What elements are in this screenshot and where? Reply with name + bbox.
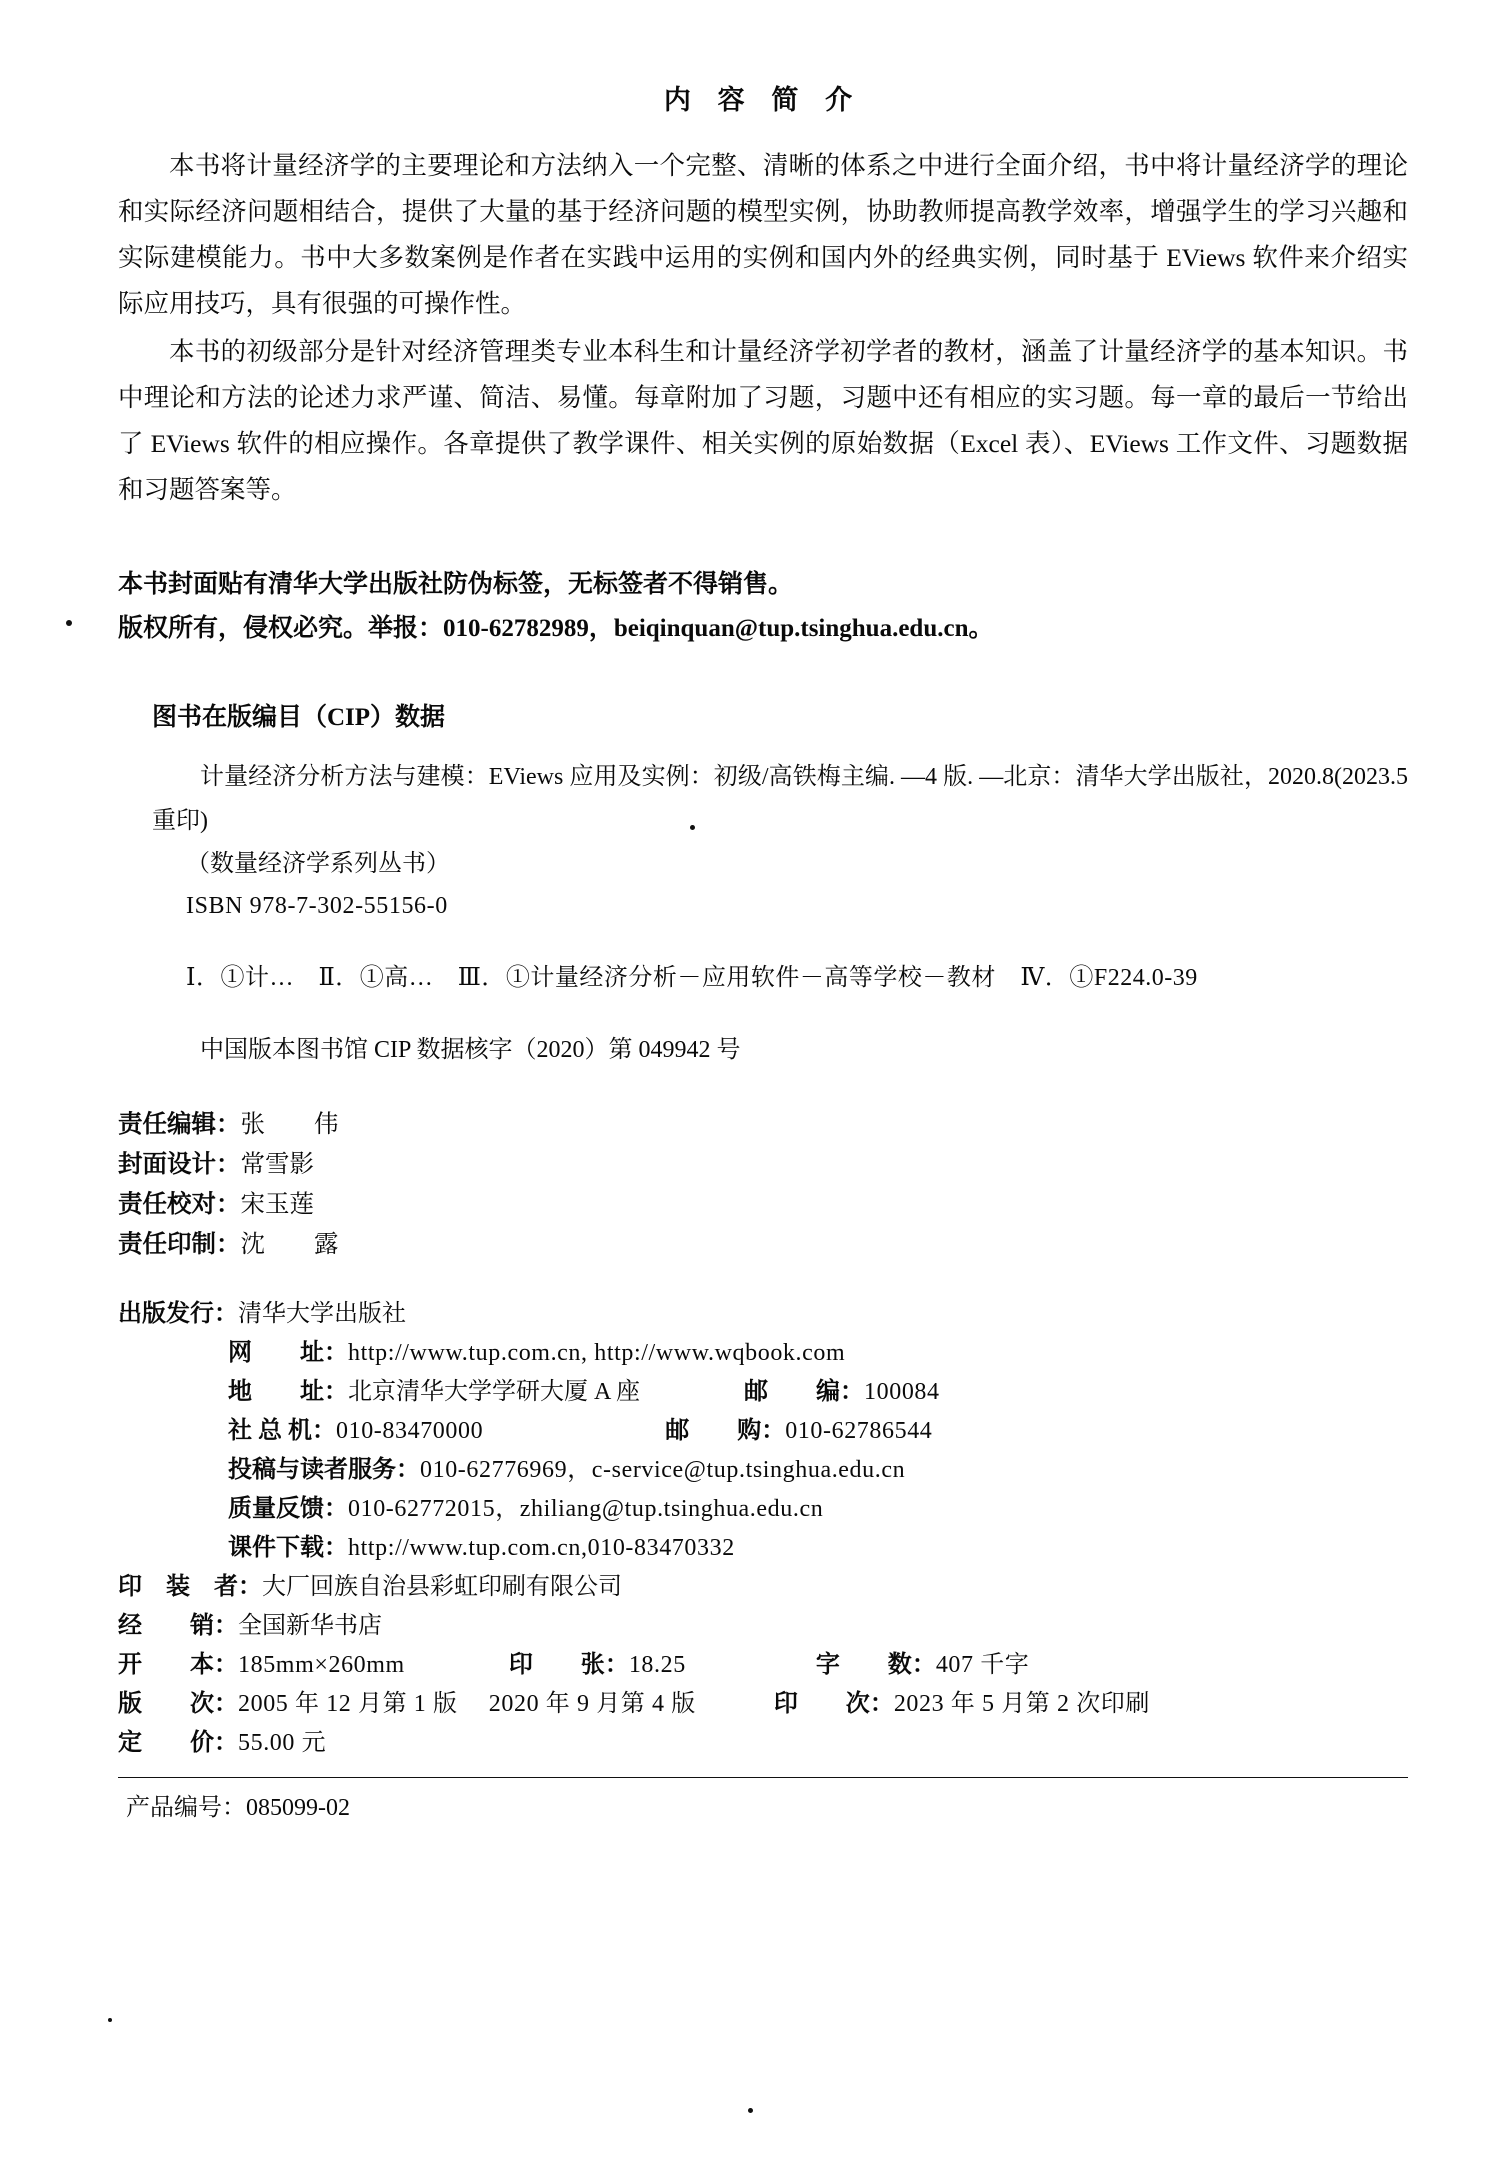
publisher-quality-feedback-value[interactable]: 010-62772015，zhiliang@tup.tsinghua.edu.cn bbox=[348, 1496, 824, 1522]
staff-row-production: 责任印制：沈 露 bbox=[118, 1225, 1408, 1265]
price-label: 定 价 bbox=[118, 1730, 214, 1756]
printing-label: 印 次 bbox=[773, 1691, 870, 1717]
staff-label-cover-designer: 封面设计 bbox=[118, 1151, 216, 1178]
publisher-quality-feedback-label: 质量反馈 bbox=[228, 1496, 324, 1522]
abstract-paragraph-1: 本书将计量经济学的主要理论和方法纳入一个完整、清晰的体系之中进行全面介绍，书中将计量经济学的理论和实际经济问题相结合，提供了大量的基于经济问题的模型实例，协助教师提高教学效率，增强学生的学习兴趣和实际建模能力。书中大多数案例是作者在实践中运用的实例和国内外的经典实例，同时基于 EViews 软件来介绍实际应用技巧，具有很强的可操作性。 bbox=[118, 151, 1408, 318]
publisher-courseware-label: 课件下载 bbox=[228, 1535, 324, 1561]
publisher-website-row: 网 址：http://www.tup.com.cn, http://www.wqbook.com bbox=[228, 1340, 846, 1366]
staff-label-editor: 责任编辑 bbox=[118, 1111, 216, 1138]
cip-heading: 图书在版编目（CIP）数据 bbox=[152, 704, 446, 731]
price-row: 定 价：55.00 元 bbox=[118, 1730, 327, 1756]
staff-label-proofreader: 责任校对 bbox=[118, 1191, 216, 1218]
publisher-mailorder-label: 邮 购 bbox=[665, 1418, 762, 1444]
staff-value-production: 沈 露 bbox=[240, 1231, 339, 1258]
publisher-switchboard-row: 社 总 机：010-83470000 邮 购：010-62786544 bbox=[228, 1418, 933, 1444]
publisher-address-label: 地 址 bbox=[228, 1379, 324, 1405]
staff-row-proofreader: 责任校对：宋玉莲 bbox=[118, 1185, 1408, 1225]
publisher-courseware-value[interactable]: http://www.tup.com.cn,010-83470332 bbox=[348, 1535, 735, 1561]
edition-label: 版 次 bbox=[118, 1691, 214, 1717]
edition-value: 2005 年 12 月第 1 版 2020 年 9 月第 4 版 bbox=[238, 1691, 696, 1717]
publisher-switchboard-value: 010-83470000 bbox=[336, 1418, 484, 1444]
printer-value: 大厂回族自治县彩虹印刷有限公司 bbox=[262, 1574, 622, 1600]
staff-value-cover-designer: 常雪影 bbox=[240, 1151, 314, 1178]
publisher-postcode-value: 100084 bbox=[864, 1379, 940, 1405]
sheets-label: 印 张 bbox=[508, 1652, 605, 1678]
staff-value-proofreader: 宋玉莲 bbox=[240, 1191, 314, 1218]
anti-counterfeit-notice: 本书封面贴有清华大学出版社防伪标签，无标签者不得销售。 bbox=[118, 571, 794, 598]
publisher-quality-feedback-row: 质量反馈：010-62772015，zhiliang@tup.tsinghua.edu.cn bbox=[228, 1496, 824, 1522]
product-marker-dot bbox=[108, 2018, 112, 2022]
edition-row: 版 次：2005 年 12 月第 1 版 2020 年 9 月第 4 版 印 次：2023 年 5 月第 2 次印刷 bbox=[118, 1691, 1151, 1717]
section-title-abstract: 内 容 简 介 bbox=[663, 85, 863, 115]
format-row: 开 本：185mm×260mm 印 张：18.25 字 数：407 千字 bbox=[118, 1652, 1030, 1678]
publisher-courseware-row: 课件下载：http://www.tup.com.cn,010-83470332 bbox=[228, 1535, 735, 1561]
wordcount-label: 字 数 bbox=[815, 1652, 912, 1678]
cip-core-number: 中国版本图书馆 CIP 数据核字（2020）第 049942 号 bbox=[200, 1037, 741, 1063]
publisher-mailorder-value: 010-62786544 bbox=[785, 1418, 933, 1444]
publisher-address-value: 北京清华大学学研大厦 A 座 bbox=[348, 1379, 641, 1405]
format-value: 185mm×260mm bbox=[238, 1652, 405, 1678]
footer-divider bbox=[118, 1777, 1408, 1778]
cip-series: （数量经济学系列丛书） bbox=[186, 851, 450, 877]
page-footer-dot bbox=[748, 2108, 753, 2113]
cip-isbn: ISBN 978-7-302-55156-0 bbox=[186, 893, 448, 919]
cip-entry: 计量经济分析方法与建模：EViews 应用及实例：初级/高铁梅主编. —4 版. —北京：清华大学出版社，2020.8(2023.5 重印) bbox=[152, 764, 1408, 834]
publisher-reader-service-row: 投稿与读者服务：010-62776969，c-service@tup.tsinghua.edu.cn bbox=[228, 1457, 906, 1483]
format-label: 开 本 bbox=[118, 1652, 214, 1678]
distributor-label: 经 销 bbox=[118, 1613, 214, 1639]
distributor-value: 全国新华书店 bbox=[238, 1613, 382, 1639]
wordcount-value: 407 千字 bbox=[935, 1652, 1030, 1678]
publisher-reader-service-value[interactable]: 010-62776969，c-service@tup.tsinghua.edu.cn bbox=[420, 1457, 906, 1483]
staff-value-editor: 张 伟 bbox=[240, 1111, 339, 1138]
publisher-switchboard-label: 社 总 机 bbox=[228, 1418, 312, 1444]
publisher-address-row: 地 址：北京清华大学学研大厦 A 座 邮 编：100084 bbox=[228, 1379, 940, 1405]
distributor-row: 经 销：全国新华书店 bbox=[118, 1613, 382, 1639]
publisher-row: 出版发行：清华大学出版社 bbox=[118, 1301, 406, 1327]
publisher-website-value[interactable]: http://www.tup.com.cn, http://www.wqbook.com bbox=[348, 1340, 846, 1366]
staff-row-cover-designer: 封面设计：常雪影 bbox=[118, 1145, 1408, 1185]
publisher-label: 出版发行 bbox=[118, 1301, 214, 1327]
copyright-notice: 版权所有，侵权必究。举报：010-62782989，beiqinquan@tup.tsinghua.edu.cn。 bbox=[118, 615, 994, 642]
abstract-paragraph-2: 本书的初级部分是针对经济管理类专业本科生和计量经济学初学者的教材，涵盖了计量经济学的基本知识。书中理论和方法的论述力求严谨、简洁、易懂。每章附加了习题，习题中还有相应的实习题。每一章的最后一节给出了 EViews 软件的相应操作。各章提供了教学课件、相关实例的原始数据（Excel 表）、EViews 工作文件、习题数据和习题答案等。 bbox=[118, 337, 1408, 504]
publisher-website-label: 网 址 bbox=[228, 1340, 324, 1366]
publisher-postcode-label: 邮 编 bbox=[744, 1379, 841, 1405]
staff-row-editor: 责任编辑：张 伟 bbox=[118, 1105, 1408, 1145]
staff-label-production: 责任印制 bbox=[118, 1231, 216, 1258]
printer-row: 印 装 者：大厂回族自治县彩虹印刷有限公司 bbox=[118, 1574, 622, 1600]
publisher-reader-service-label: 投稿与读者服务 bbox=[228, 1457, 396, 1483]
product-number: 产品编号：085099-02 bbox=[126, 1795, 350, 1821]
printing-value: 2023 年 5 月第 2 次印刷 bbox=[893, 1691, 1151, 1717]
printer-label: 印 装 者 bbox=[118, 1574, 238, 1600]
margin-dot-left bbox=[66, 620, 72, 626]
sheets-value: 18.25 bbox=[628, 1652, 686, 1678]
cip-classification: Ⅰ．①计… Ⅱ．①高… Ⅲ．①计量经济分析－应用软件－高等学校－教材 Ⅳ．①F224.0-39 bbox=[186, 965, 1198, 991]
price-value: 55.00 元 bbox=[238, 1730, 327, 1756]
publisher-value: 清华大学出版社 bbox=[238, 1301, 406, 1327]
page-content bbox=[118, 78, 1408, 1828]
